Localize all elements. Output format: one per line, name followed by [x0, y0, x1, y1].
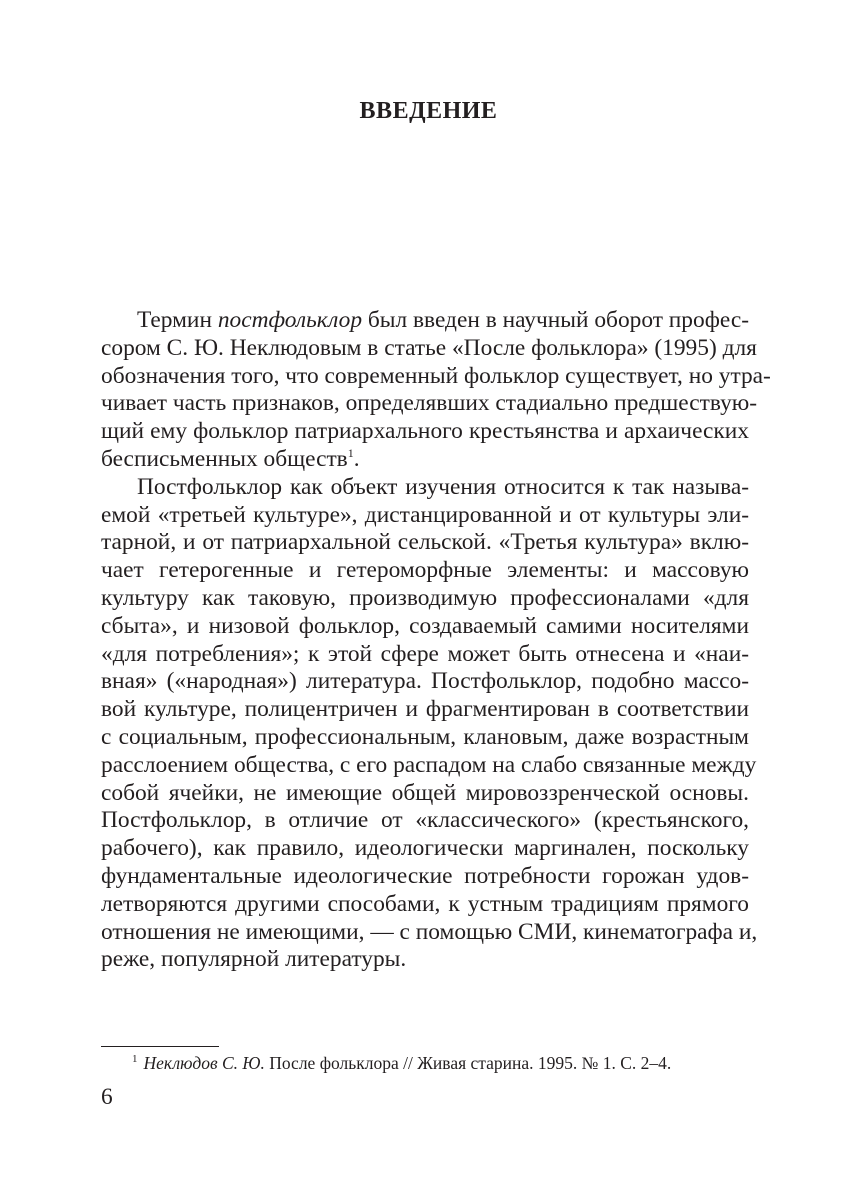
paragraph-line: расслоением общества, с его распадом на слабо связанные между	[101, 751, 757, 778]
main-text	[101, 307, 771, 974]
page-number: 6	[101, 1084, 113, 1110]
footnote-author: Неклюдов С. Ю.	[143, 1053, 265, 1073]
paragraph-line: сором С. Ю. Неклюдовым в статье «После фольклора» (1995) для	[101, 334, 757, 361]
paragraph-line: с социальным, профессиональным, клановым, даже возрастным	[101, 723, 749, 750]
chapter-heading: ВВЕДЕНИЕ	[359, 98, 498, 124]
text-run: был введен в научный оборот профес-	[362, 307, 749, 333]
paragraph-line: фундаментальные идеологические потребности горожан удов-	[101, 862, 749, 889]
paragraph-line: реже, популярной литературы.	[101, 946, 407, 973]
paragraph-line: вой культуре, полицентричен и фрагментирован в соответствии	[101, 696, 749, 723]
footnote	[132, 1052, 752, 1074]
paragraph-line: чивает часть признаков, определявших стадиально предшествую-	[101, 390, 758, 417]
paragraph-line: рабочего), как правило, идеологически маргинален, поскольку	[101, 835, 749, 862]
paragraph-line: собой ячейки, не имеющие общей мировоззренческой основы.	[101, 779, 749, 806]
italic-term: постфольклор	[217, 307, 363, 333]
footnote-number: 1	[132, 1053, 138, 1065]
paragraph-line	[101, 307, 749, 335]
paragraph-line: сбыта», и низовой фольклор, создаваемый самими носителями	[101, 612, 749, 639]
paragraph-line: обозначения того, что современный фольклор существует, но утра-	[101, 362, 771, 389]
paragraph-line: чает гетерогенные и гетероморфные элементы: и массовую	[101, 557, 749, 584]
paragraph-line: «для потребления»; к этой сфере может быть отнесена и «наи-	[101, 640, 749, 667]
paragraph-2	[101, 473, 758, 974]
footnote-reference[interactable]: 1	[347, 445, 354, 460]
paragraph-line: вная» («народная») литература. Постфольклор, подобно массо-	[101, 668, 749, 695]
footnote-text: После фольклора // Живая старина. 1995. № 1. С. 2–4.	[264, 1053, 672, 1073]
text-run: Термин	[137, 307, 218, 333]
paragraph-line: культуру как таковую, производимую профессионалами «для	[101, 584, 749, 611]
paragraph-line: Постфольклор как объект изучения относится к так называ-	[137, 473, 749, 500]
paragraph-line: щий ему фольклор патриархального крестьянства и архаических	[101, 418, 749, 445]
paragraph-line: тарной, и от патриархальной сельской. «Третья культура» вклю-	[101, 529, 749, 556]
paragraph-line: емой «третьей культуре», дистанцированной и от культуры эли-	[101, 501, 749, 528]
text-run: бесписьменных обществ	[101, 445, 348, 472]
text-run: .	[353, 445, 360, 472]
footnote-divider	[101, 1046, 219, 1047]
paragraph-1	[101, 307, 771, 474]
paragraph-line: отношения не имеющими, — с помощью СМИ, кинематографа и,	[101, 918, 758, 945]
paragraph-line	[101, 446, 749, 474]
paragraph-line: Постфольклор, в отличие от «классического» (крестьянского,	[101, 807, 749, 834]
paragraph-line: летворяются другими способами, к устным традициям прямого	[101, 890, 749, 917]
